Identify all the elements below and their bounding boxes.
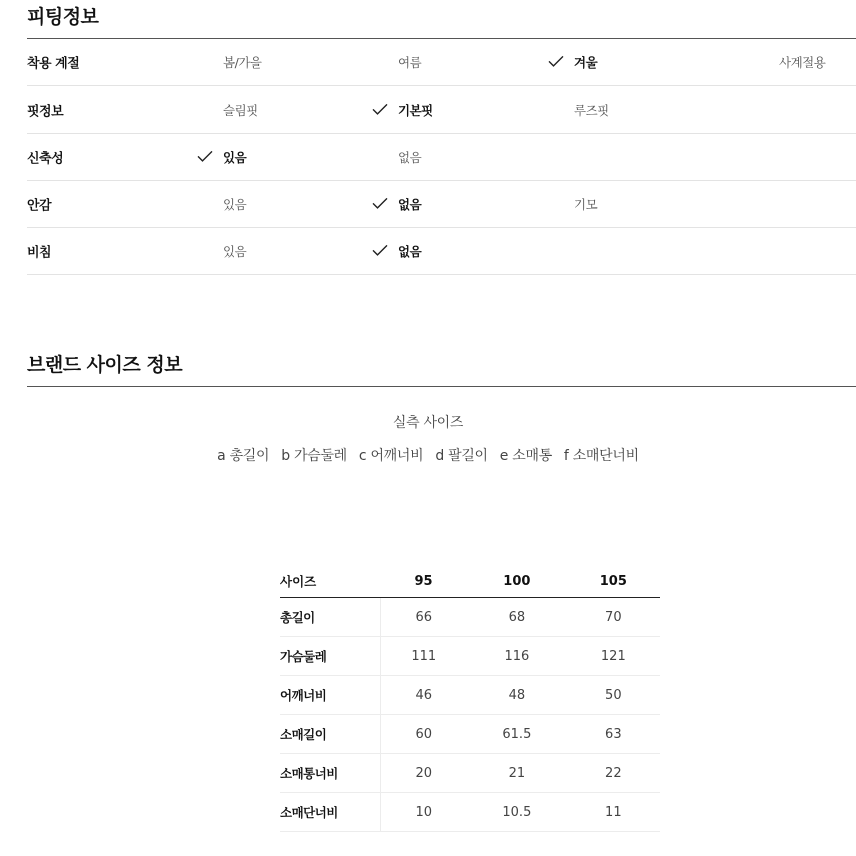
size-value: 21	[467, 754, 567, 793]
fitting-option-selected: 기본핏	[398, 102, 433, 118]
table-row	[280, 715, 660, 754]
fitting-row	[27, 86, 856, 134]
size-row-label: 소매단너비	[280, 793, 380, 832]
size-value: 60	[380, 715, 467, 754]
size-row-label: 소매통너비	[280, 754, 380, 793]
checkmark-icon	[372, 197, 388, 209]
size-table-header-row	[280, 565, 660, 598]
size-table-body	[280, 598, 660, 832]
fitting-option: 없음	[398, 149, 422, 165]
footnote-partial	[0, 850, 856, 856]
measurement-code: c 어깨너비	[358, 448, 424, 464]
fitting-option: 있음	[223, 196, 247, 212]
checkmark-icon	[372, 244, 388, 256]
fitting-option: 슬림핏	[223, 102, 258, 118]
fitting-row	[27, 180, 856, 228]
size-value: 111	[380, 637, 467, 676]
checkmark-icon	[197, 150, 213, 162]
fitting-row-label: 비침	[27, 245, 52, 260]
table-row	[280, 793, 660, 832]
size-row-label: 소매길이	[280, 715, 380, 754]
brand-size-title-rule	[27, 386, 856, 387]
fitting-option: 사계절용	[779, 54, 826, 70]
brand-size-title: 브랜드 사이즈 정보	[27, 354, 183, 376]
size-table-header: 100	[467, 565, 567, 598]
size-value: 50	[567, 676, 660, 715]
table-row	[280, 598, 660, 637]
size-table-header: 95	[380, 565, 467, 598]
table-row	[280, 754, 660, 793]
size-value: 20	[380, 754, 467, 793]
size-value: 68	[467, 598, 567, 637]
fitting-option: 봄/가을	[223, 54, 262, 70]
size-row-label: 가슴둘레	[280, 637, 380, 676]
size-table-header: 105	[567, 565, 660, 598]
size-row-label: 어깨너비	[280, 676, 380, 715]
fitting-option-selected: 있음	[223, 149, 247, 165]
fitting-info-title: 피팅정보	[27, 6, 99, 28]
fitting-option-selected: 겨울	[574, 54, 598, 70]
checkmark-icon	[372, 103, 388, 115]
measurement-code: d 팔길이	[435, 448, 488, 464]
size-value: 46	[380, 676, 467, 715]
measurement-code-list	[0, 445, 856, 465]
size-value: 48	[467, 676, 567, 715]
measurement-code: e 소매통	[499, 448, 552, 464]
size-value: 66	[380, 598, 467, 637]
size-table	[280, 565, 660, 832]
fitting-option: 여름	[398, 54, 422, 70]
size-table-header: 사이즈	[280, 565, 380, 598]
fitting-option-selected: 없음	[398, 196, 422, 212]
fitting-row-label: 착용 계절	[27, 56, 80, 71]
measurement-code: a 총길이	[217, 448, 270, 464]
measurement-code: f 소매단너비	[563, 448, 639, 464]
size-value: 63	[567, 715, 660, 754]
size-value: 61.5	[467, 715, 567, 754]
fitting-row	[27, 38, 856, 86]
size-value: 116	[467, 637, 567, 676]
fitting-option: 기모	[574, 196, 598, 212]
table-row	[280, 637, 660, 676]
fitting-option-selected: 없음	[398, 243, 422, 259]
fitting-row	[27, 133, 856, 181]
fitting-option: 있음	[223, 243, 247, 259]
size-value: 10	[380, 793, 467, 832]
fitting-row-label: 핏정보	[27, 104, 64, 119]
size-row-label: 총길이	[280, 598, 380, 637]
fitting-row	[27, 227, 856, 275]
fitting-row-label: 신축성	[27, 151, 64, 166]
measurement-subtitle: 실측 사이즈	[392, 415, 464, 431]
fitting-option: 루즈핏	[574, 102, 609, 118]
table-row	[280, 676, 660, 715]
size-value: 121	[567, 637, 660, 676]
size-value: 11	[567, 793, 660, 832]
checkmark-icon	[548, 55, 564, 67]
measurement-code: b 가슴둘레	[281, 448, 347, 464]
size-value: 10.5	[467, 793, 567, 832]
fitting-row-label: 안감	[27, 198, 52, 213]
size-value: 70	[567, 598, 660, 637]
size-value: 22	[567, 754, 660, 793]
